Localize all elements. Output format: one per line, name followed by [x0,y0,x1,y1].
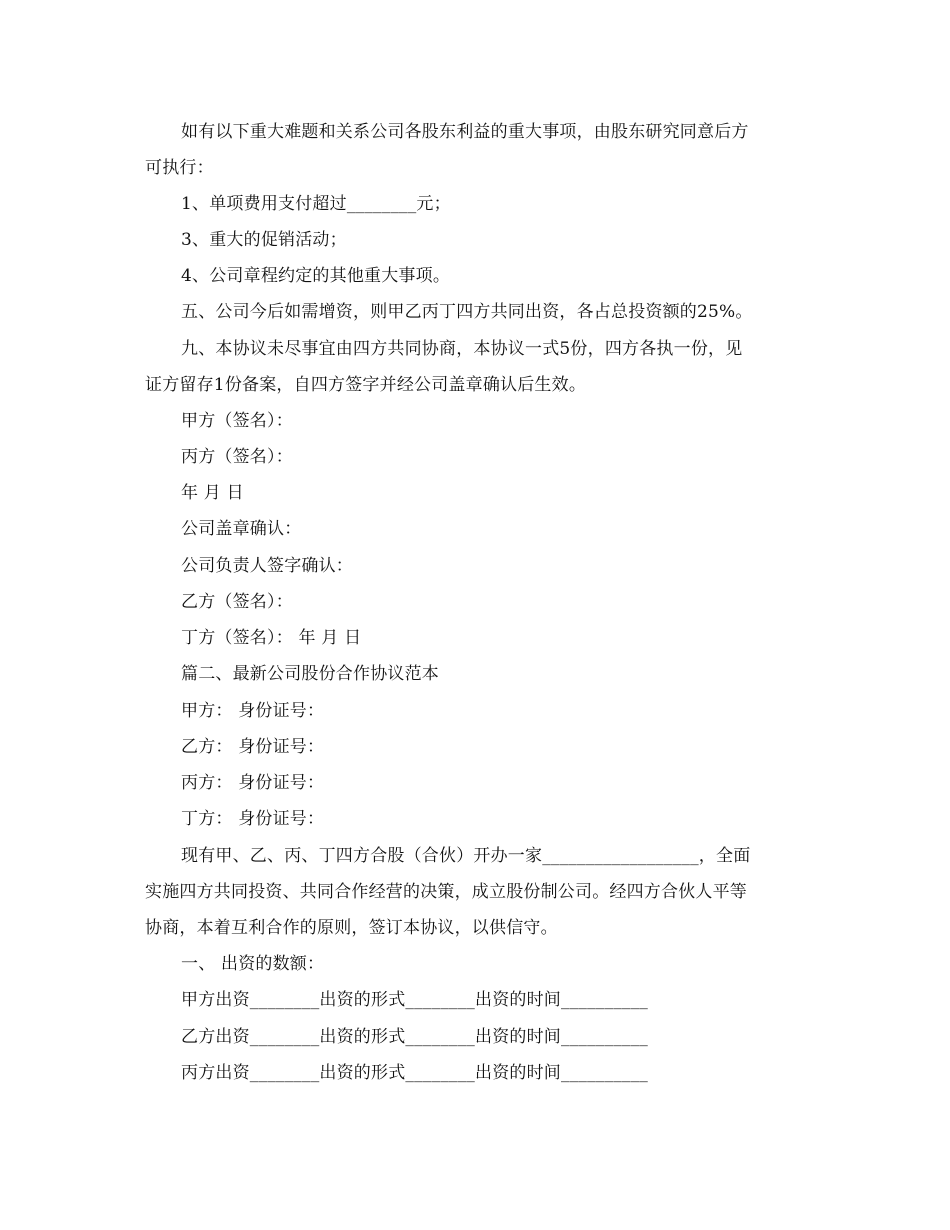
signature-party-c: 丙方（签名）： [181,447,293,467]
signature-party-b: 乙方（签名）： [181,592,293,612]
signature-party-d: 丁方（签名）： 年 月 日 [181,628,362,648]
item-expense-limit: 1、单项费用支付超过________元； [181,194,451,214]
clause-effectiveness-line-2: 证方留存1份备案，自四方签字并经公司盖章确认后生效。 [145,375,587,395]
signature-party-a: 甲方（签名）： [181,411,293,431]
capital-party-c: 丙方出资________出资的形式________出资的时间__________ [181,1063,648,1083]
intro-paragraph-line-1: 现有甲、乙、丙、丁四方合股（合伙）开办一家__________________，全面 [181,846,751,866]
company-head-signature: 公司负责人签字确认： [181,556,353,576]
capital-party-b: 乙方出资________出资的形式________出资的时间__________ [181,1027,648,1047]
party-c-id: 丙方： 身份证号： [181,773,325,793]
company-seal-confirmation: 公司盖章确认： [181,519,302,539]
party-d-id: 丁方： 身份证号： [181,809,325,829]
item-other-matters: 4、公司章程约定的其他重大事项。 [181,266,451,286]
party-a-id: 甲方： 身份证号： [181,701,325,721]
section-title-part-two: 篇二、最新公司股份合作协议范本 [181,664,439,684]
date-line: 年 月 日 [181,483,244,503]
party-b-id: 乙方： 身份证号： [181,737,325,757]
item-promotion: 3、重大的促销活动； [181,230,347,250]
clause-effectiveness-line-1: 九、本协议未尽事宜由四方共同协商，本协议一式5份，四方各执一份，见 [181,339,743,359]
paragraph-major-matters-line-2: 可执行： [145,158,214,178]
intro-paragraph-line-2: 实施四方共同投资、共同合作经营的决策，成立股份制公司。经四方合伙人平等 [145,882,747,902]
clause-capital-increase: 五、公司今后如需增资，则甲乙丙丁四方共同出资，各占总投资额的25%。 [181,302,753,322]
section-capital-amount: 一、 出资的数额： [181,954,325,974]
paragraph-major-matters-line-1: 如有以下重大难题和关系公司各股东利益的重大事项，由股东研究同意后方 [181,122,749,142]
capital-party-a: 甲方出资________出资的形式________出资的时间__________ [181,990,648,1010]
intro-paragraph-line-3: 协商，本着互利合作的原则，签订本协议，以供信守。 [145,918,558,938]
